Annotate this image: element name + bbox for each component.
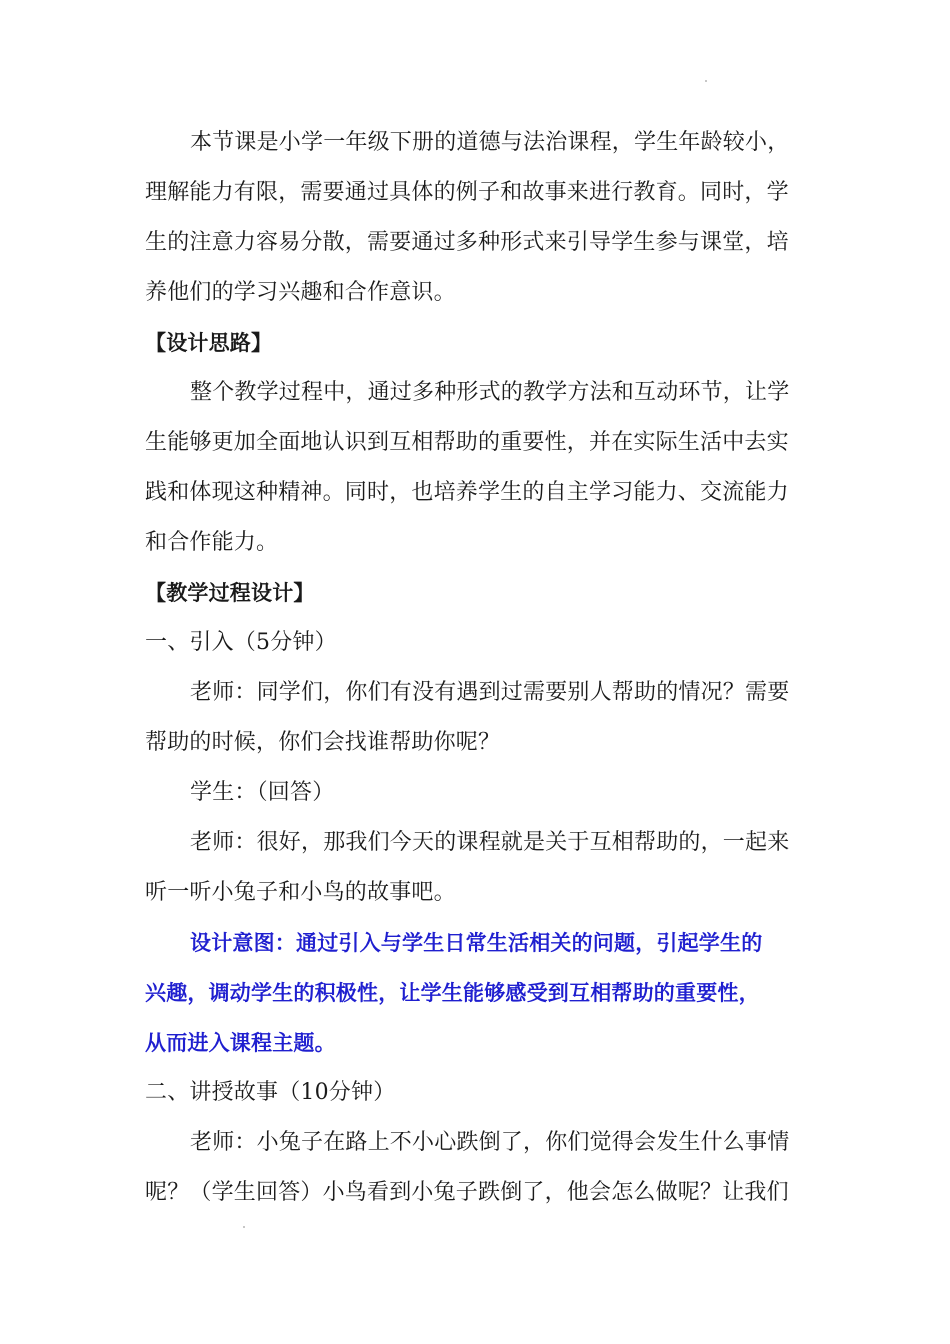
section-heading-process: 【教学过程设计】 — [145, 581, 315, 605]
design-intent-line: 设计意图：通过引入与学生日常生活相关的问题，引起学生的 — [190, 931, 763, 955]
dialogue-line: 老师：同学们，你们有没有遇到过需要别人帮助的情况？需要 — [190, 680, 790, 705]
paragraph-line: 养他们的学习兴趣和合作意识。 — [145, 280, 456, 305]
subsection-heading-intro: 一、引入（5分钟） — [145, 630, 337, 655]
dialogue-line: 老师：很好，那我们今天的课程就是关于互相帮助的，一起来 — [190, 830, 790, 855]
design-intent-line: 兴趣，调动学生的积极性，让学生能够感受到互相帮助的重要性， — [145, 981, 760, 1005]
paragraph-line: 整个教学过程中，通过多种形式的教学方法和互动环节，让学 — [190, 380, 790, 405]
paragraph-line: 生的注意力容易分散，需要通过多种形式来引导学生参与课堂，培 — [145, 230, 789, 255]
dialogue-line: 听一听小兔子和小鸟的故事吧。 — [145, 880, 456, 905]
paragraph-line: 生能够更加全面地认识到互相帮助的重要性，并在实际生活中去实 — [145, 430, 789, 455]
document-body — [145, 118, 807, 1218]
page-mark-top — [705, 80, 707, 82]
subsection-heading-story: 二、讲授故事（10分钟） — [145, 1080, 396, 1105]
design-intent-line: 从而进入课程主题。 — [145, 1031, 336, 1055]
paragraph-line: 本节课是小学一年级下册的道德与法治课程，学生年龄较小， — [190, 130, 790, 155]
page-mark-bottom — [243, 1226, 245, 1228]
dialogue-line: 老师：小兔子在路上不小心跌倒了，你们觉得会发生什么事情 — [190, 1130, 790, 1155]
dialogue-line: 学生：（回答） — [190, 780, 335, 805]
paragraph-line: 和合作能力。 — [145, 530, 279, 555]
dialogue-line: 帮助的时候，你们会找谁帮助你呢？ — [145, 730, 501, 755]
section-heading-design-idea: 【设计思路】 — [145, 331, 273, 355]
paragraph-line: 理解能力有限，需要通过具体的例子和故事来进行教育。同时，学 — [145, 180, 789, 205]
dialogue-line: 呢？（学生回答）小鸟看到小兔子跌倒了，他会怎么做呢？让我们 — [145, 1180, 789, 1205]
paragraph-line: 践和体现这种精神。同时，也培养学生的自主学习能力、交流能力 — [145, 480, 789, 505]
